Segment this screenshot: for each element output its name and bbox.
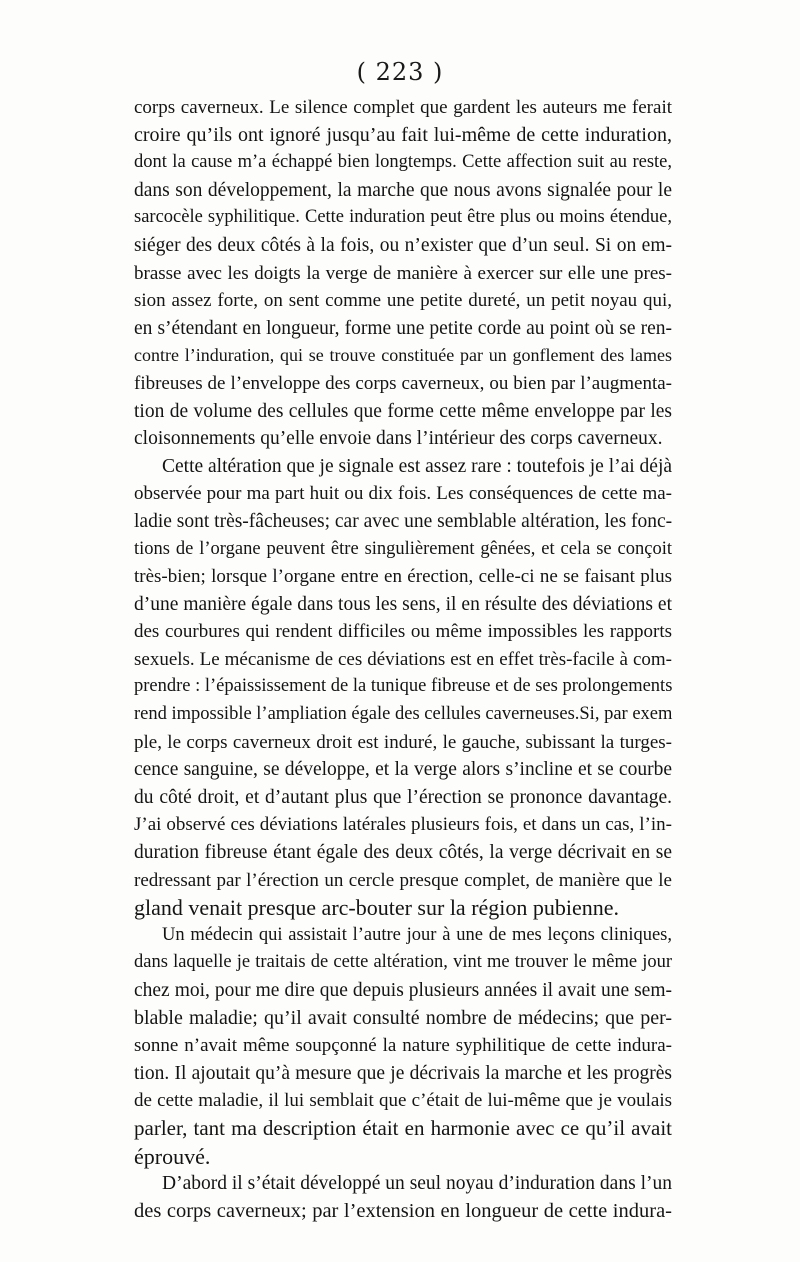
text-line: brasse avec les doigts la verge de manière à exercer sur elle une pres-	[134, 262, 672, 284]
text-line: sonne n’avait même soupçonné la nature syphilitique de cette indura-	[134, 1035, 672, 1057]
text-line: croire qu’ils ont ignoré jusqu’au fait lui-même de cette induration,	[134, 123, 672, 146]
text-line: dans laquelle je traitais de cette altération, vint me trouver le même jour	[134, 952, 672, 973]
text-line: ple, le corps caverneux droit est induré, le gauche, subissant la turges-	[134, 731, 672, 753]
text-line: éprouvé.	[134, 1143, 211, 1169]
text-line: dans son développement, la marche que nous avons signalée pour le	[134, 179, 672, 201]
text-line: du côté droit, et d’autant plus que l’érection se prononce davantage.	[134, 786, 672, 808]
text-line: de cette maladie, il lui semblait que c’était de lui-même que je voulais	[134, 1090, 672, 1112]
text-line: dont la cause m’a échappé bien longtemps. Cette affection suit au reste,	[134, 152, 672, 173]
text-line: d’une manière égale dans tous les sens, il en résulte des déviations et	[134, 593, 672, 615]
text-line: en s’étendant en longueur, forme une petite corde au point où se ren-	[134, 317, 672, 339]
text-line: sexuels. Le mécanisme de ces déviations est en effet très-facile à com-	[134, 648, 672, 670]
text-line: gland venait presque arc-bouter sur la région pubienne.	[134, 895, 620, 921]
text-line: Un médecin qui assistait l’autre jour à une de mes leçons cliniques,	[162, 924, 672, 945]
text-line: blable maladie; qu’il avait consulté nombre de médecins; que per-	[134, 1006, 672, 1029]
text-line: chez moi, pour me dire que depuis plusieurs années il avait une sem-	[134, 980, 672, 1001]
text-line: Cette altération que je signale est assez rare : toutefois je l’ai déjà	[162, 455, 673, 477]
body-text	[134, 94, 672, 1225]
page-number: ( 223 )	[356, 58, 444, 86]
text-line: prendre : l’épaississement de la tunique fibreuse et de ses prolongements	[134, 676, 673, 697]
text-line: tion de volume des cellules que forme cette même enveloppe par les	[134, 400, 672, 422]
text-line: corps caverneux. Le silence complet que gardent les auteurs me ferait	[134, 97, 672, 118]
text-line: parler, tant ma description était en harmonie avec ce qu’il avait	[134, 1115, 672, 1140]
text-line: des corps caverneux; par l’extension en longueur de cette indura-	[134, 1199, 672, 1222]
text-line: J’ai observé ces déviations latérales plusieurs fois, et dans un cas, l’in-	[134, 814, 672, 836]
text-line: fibreuses de l’enveloppe des corps caverneux, ou bien par l’augmenta-	[134, 372, 672, 394]
text-line: tions de l’organe peuvent être singulièrement gênées, et cela se conçoit	[134, 538, 672, 559]
text-line: duration fibreuse étant égale des deux côtés, la verge décrivait en se	[134, 842, 672, 864]
text-line: ladie sont très-fâcheuses; car avec une semblable altération, les fonc-	[134, 510, 673, 532]
text-line: contre l’induration, qui se trouve constituée par un gonflement des lames	[134, 345, 672, 366]
text-line: tion. Il ajoutait qu’à mesure que je décrivais la marche et les progrès	[134, 1062, 672, 1084]
text-line: observée pour ma part huit ou dix fois. Les conséquences de cette ma-	[134, 483, 672, 505]
text-line: rend impossible l’ampliation égale des cellules caverneuses.Si, par exem	[134, 704, 673, 725]
text-line: redressant par l’érection un cercle presque complet, de manière que le	[134, 869, 672, 891]
text-line: très-bien; lorsque l’organe entre en érection, celle-ci ne se faisant plus	[134, 566, 672, 588]
text-line: D’abord il s’était développé un seul noyau d’induration dans l’un	[162, 1173, 672, 1195]
text-line: siéger des deux côtés à la fois, ou n’exister que d’un seul. Si on em-	[134, 234, 672, 256]
text-line: sion assez forte, on sent comme une petite dureté, un petit noyau qui,	[134, 290, 672, 312]
text-line: des courbures qui rendent difficiles ou même impossibles les rapports	[134, 621, 672, 643]
text-line: cloisonnements qu’elle envoie dans l’intérieur des corps caverneux.	[134, 428, 663, 450]
text-line: cence sanguine, se développe, et la verge alors s’incline et se courbe	[134, 759, 672, 781]
text-line: sarcocèle syphilitique. Cette induration peut être plus ou moins étendue,	[134, 207, 672, 228]
